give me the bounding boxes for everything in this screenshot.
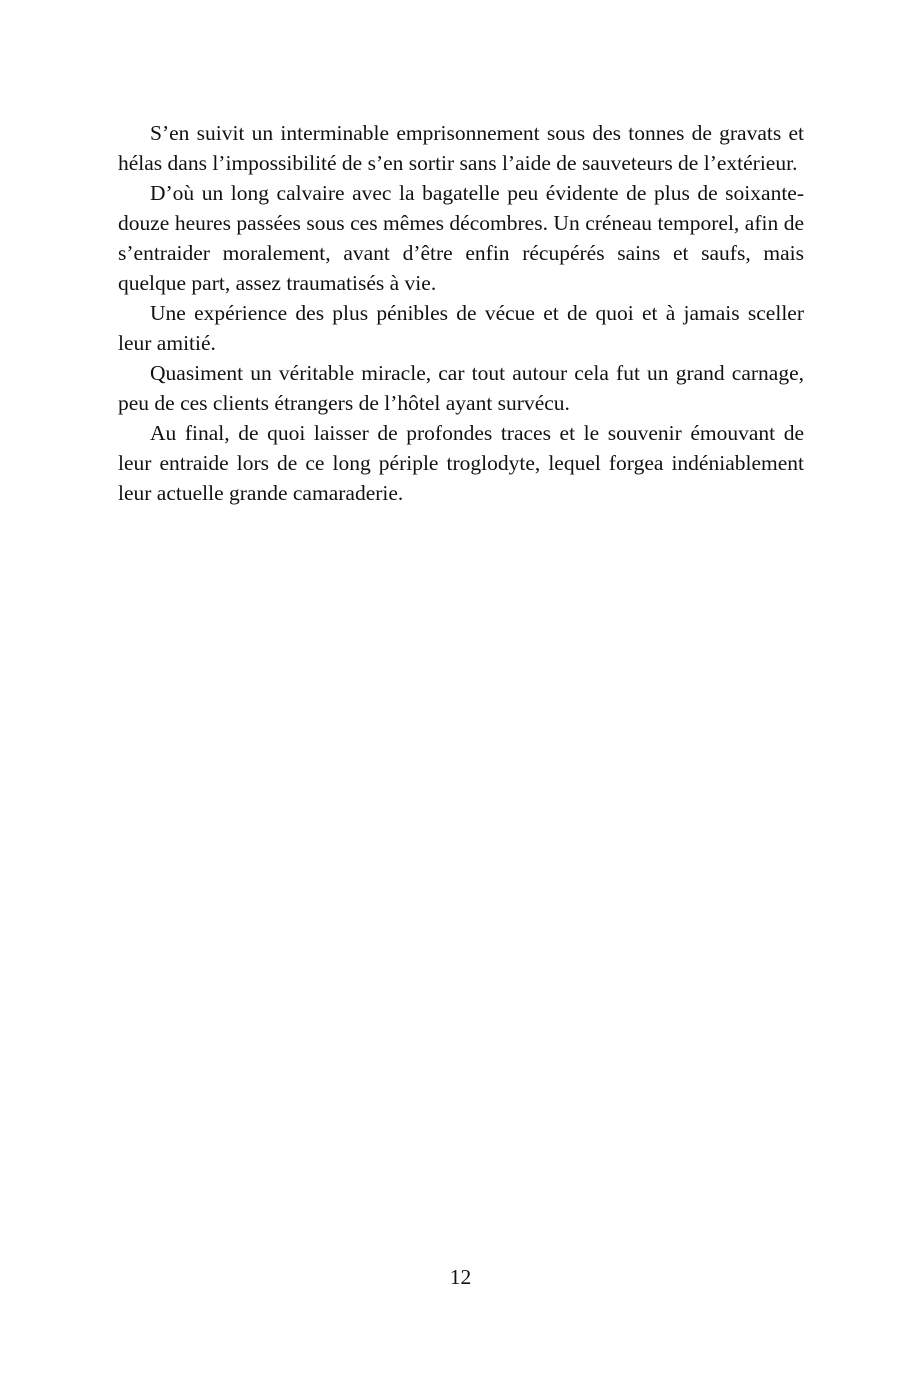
page-number: 12 xyxy=(449,1265,472,1289)
paragraph-4: Quasiment un véritable miracle, car tout autour cela fut un grand carnage, peu de ces clients étrangers de l’hôtel ayant survécu. xyxy=(118,361,804,415)
paragraph-2: D’où un long calvaire avec la bagatelle peu évidente de plus de soixante-douze heures passées sous ces mêmes décombres. Un créneau temporel, afin de s’entraider moralement, avant d’être enfin récupérés sains et saufs, mais quelque part, assez traumatisés à vie. xyxy=(118,181,804,295)
body-text xyxy=(118,118,804,508)
paragraph-3: Une expérience des plus pénibles de vécue et de quoi et à jamais sceller leur amitié. xyxy=(118,301,804,355)
paragraph-1: S’en suivit un interminable emprisonnement sous des tonnes de gravats et hélas dans l’impossibilité de s’en sortir sans l’aide de sauveteurs de l’extérieur. xyxy=(118,121,804,175)
paragraph-5: Au final, de quoi laisser de profondes traces et le souvenir émouvant de leur entraide lors de ce long périple troglodyte, lequel forgea indéniablement leur actuelle grande camaraderie. xyxy=(118,421,804,505)
